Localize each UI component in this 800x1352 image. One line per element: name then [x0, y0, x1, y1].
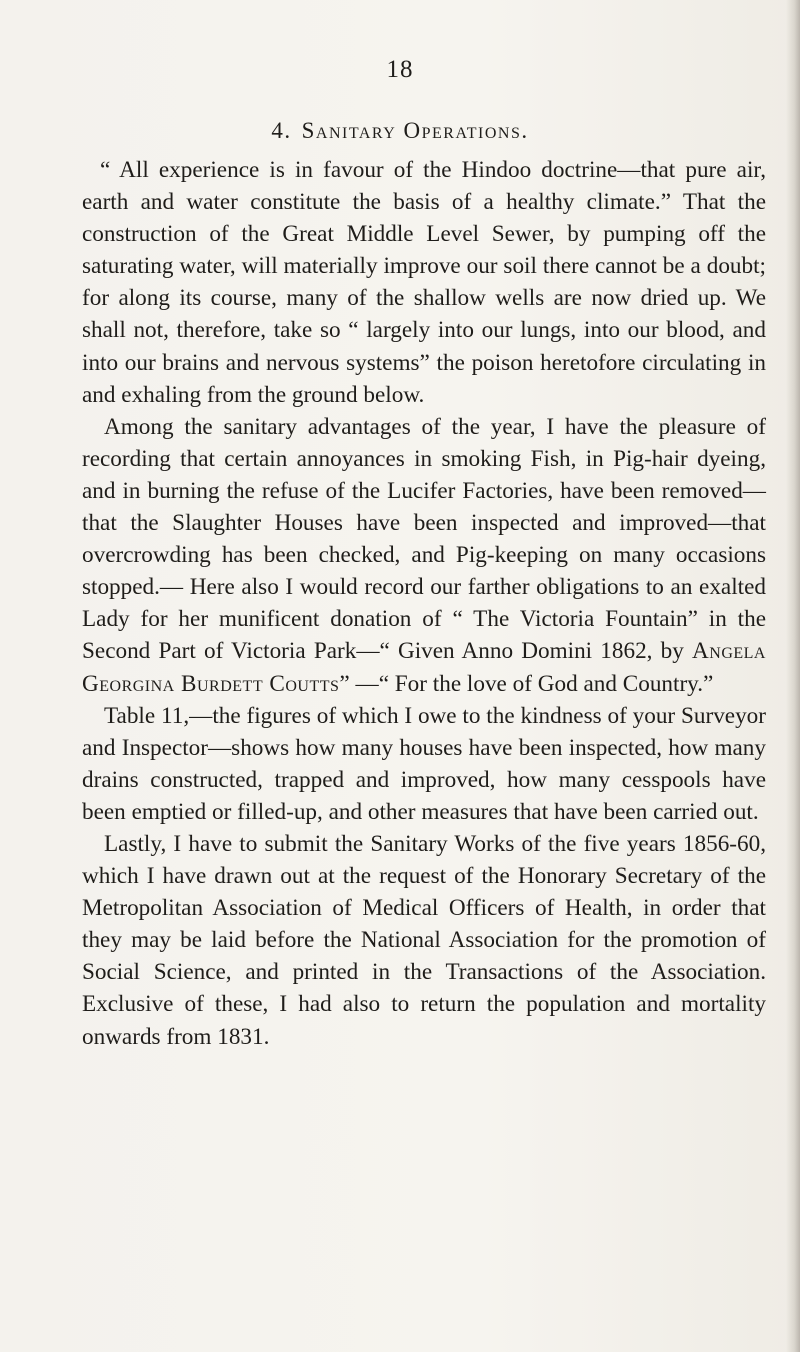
- page-number: 18: [386, 56, 414, 83]
- paragraph-2-text: Among the sanitary advantages of the year, I have the pleasure of recording that certain annoyances in smoking Fish, in Pig-hair dyeing, and in burning the refuse of the Lucifer Factories, have been removed—that the Slaughter Houses have been inspected and improved—that overcrowding has been checked, and Pig-keeping on many occasions stopped.— Here also I would record our farther obligations to an exalted Lady for her munificent donation of “ The Victoria Fountain” in the Second Part of Victoria Park—“ Given Anno Domini 1862, by: [82, 413, 766, 665]
- section-number: 4.: [271, 118, 292, 143]
- paragraph-3: Table 11,—the figures of which I owe to the kindness of your Surveyor and Inspector—shows how many houses have been inspected, how many drains constructed, trapped and improved, how many cesspools have been emptied or filled-up, and other measures that have been carried out.: [82, 702, 766, 825]
- paragraph-4: Lastly, I have to submit the Sanitary Works of the five years 1856-60, which I have drawn out at the request of the Honorary Secretary of the Metropolitan Association of Medical Officers of Health, in order that they may be laid before the National Association for the promotion of Social Science, and printed in the Transactions of the Association. Exclusive of these, I had also to return the population and mortality onwards from 1831.: [82, 830, 766, 1050]
- donor-name: Angela Georgina Burdett Coutts: [82, 638, 766, 697]
- section-title: Sanitary Operations.: [301, 118, 529, 143]
- page-edge-shadow: [786, 0, 800, 1352]
- paragraph-2: [82, 411, 766, 700]
- paragraph-2-inscription: ” —“ For the love of God and Country.”: [339, 670, 714, 697]
- paragraph-1: “ All experience is in favour of the Hindoo doctrine—that pure air, earth and water constitute the basis of a healthy climate.” That the construction of the Great Middle Level Sewer, by pumping off the saturating water, will materially improve our soil there cannot be a doubt; for along its course, many of the shallow wells are now dried up. We shall not, therefore, take so “ largely into our lungs, into our blood, and into our brains and nervous systems” the poison heretofore circulating in and exhaling from the ground below.: [82, 157, 766, 408]
- body-text: [82, 154, 766, 1053]
- section-heading: [0, 118, 800, 144]
